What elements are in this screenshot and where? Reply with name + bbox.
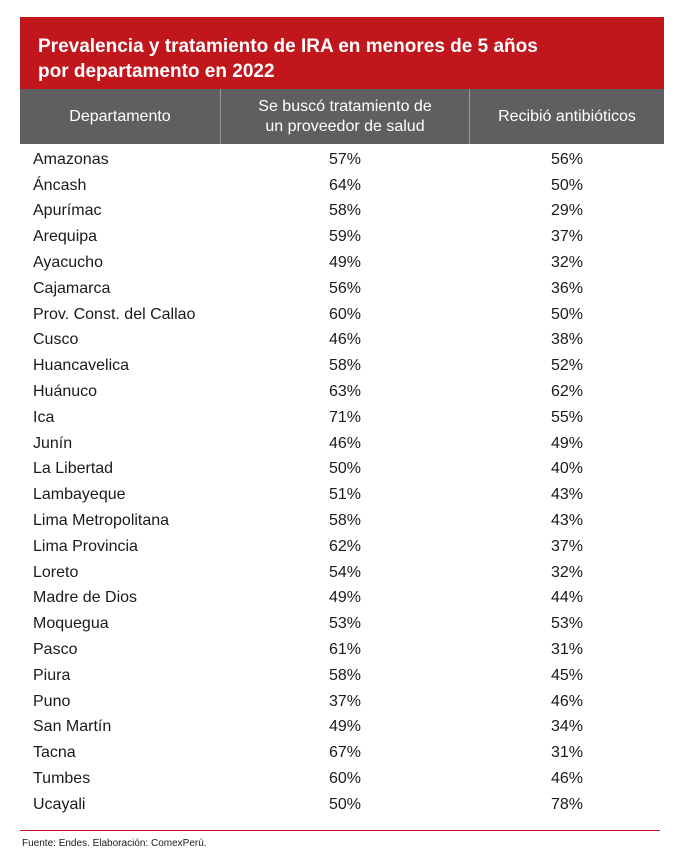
antibioticos-cell: 37% [550,228,584,246]
tratamiento-cell: 58% [328,202,362,220]
antibioticos-cell: 49% [550,434,584,452]
departamento-cell: Loreto [33,563,79,581]
tratamiento-cell: 60% [328,770,362,788]
table-row [20,637,664,663]
table-row [20,457,664,483]
table-row [20,173,664,199]
antibioticos-cell: 45% [550,666,584,684]
departamento-cell: Huancavelica [33,357,130,375]
table-row [20,663,664,689]
antibioticos-cell: 32% [550,563,584,581]
departamento-cell: Cajamarca [33,279,111,297]
departamento-cell: Puno [33,692,71,710]
departamento-cell: Ayacucho [33,254,103,272]
antibioticos-cell: 37% [550,537,584,555]
table-header [20,89,664,144]
header-antibioticos: Recibió antibióticos [498,107,636,125]
antibioticos-cell: 46% [550,770,584,788]
tratamiento-cell: 58% [328,666,362,684]
antibioticos-cell: 32% [550,254,584,272]
table-row [20,740,664,766]
table-body [20,147,664,818]
table-row [20,715,664,741]
antibioticos-cell: 31% [550,641,584,659]
departamento-cell: Tacna [33,744,76,762]
table-row [20,611,664,637]
tratamiento-cell: 59% [328,228,362,246]
antibioticos-cell: 29% [550,202,584,220]
tratamiento-cell: 50% [328,795,362,813]
tratamiento-cell: 56% [328,279,362,297]
tratamiento-cell: 61% [328,641,362,659]
table-row [20,689,664,715]
departamento-cell: Cusco [33,331,79,349]
tratamiento-cell: 37% [328,692,362,710]
tratamiento-cell: 71% [328,408,362,426]
antibioticos-cell: 31% [550,744,584,762]
tratamiento-cell: 62% [328,537,362,555]
table-row [20,276,664,302]
table-row [20,792,664,818]
title-line-2: por departamento en 2022 [38,61,275,82]
tratamiento-cell: 67% [328,744,362,762]
tratamiento-cell: 64% [328,176,362,194]
tratamiento-cell: 53% [328,615,362,633]
antibioticos-cell: 46% [550,692,584,710]
departamento-cell: Madre de Dios [33,589,138,607]
tratamiento-cell: 49% [328,718,362,736]
departamento-cell: Junín [33,434,73,452]
table-row [20,766,664,792]
antibioticos-cell: 43% [550,512,584,530]
table-row [20,586,664,612]
departamento-cell: Lima Metropolitana [33,512,170,530]
table-row [20,508,664,534]
table-row [20,328,664,354]
departamento-cell: Piura [33,666,71,684]
tratamiento-cell: 57% [328,150,362,168]
departamento-cell: Lima Provincia [33,537,138,555]
table-row [20,560,664,586]
departamento-cell: Pasco [33,641,78,659]
header-departamento: Departamento [69,107,171,125]
header-tratamiento [220,89,470,144]
tratamiento-cell: 49% [328,254,362,272]
antibioticos-cell: 44% [550,589,584,607]
table-row [20,405,664,431]
departamento-cell: San Martín [33,718,112,736]
antibioticos-cell: 62% [550,383,584,401]
antibioticos-cell: 34% [550,718,584,736]
table-row [20,199,664,225]
table-row [20,482,664,508]
departamento-cell: Prov. Const. del Callao [33,305,196,323]
tratamiento-cell: 63% [328,383,362,401]
tratamiento-cell: 49% [328,589,362,607]
tratamiento-cell: 46% [328,331,362,349]
departamento-cell: La Libertad [33,460,114,478]
departamento-cell: Áncash [33,176,87,194]
departamento-cell: Huánuco [33,383,98,401]
antibioticos-cell: 50% [550,305,584,323]
departamento-cell: Arequipa [33,228,98,246]
table-title [20,17,664,89]
antibioticos-cell: 40% [550,460,584,478]
tratamiento-cell: 60% [328,305,362,323]
table-row [20,250,664,276]
antibioticos-cell: 50% [550,176,584,194]
antibioticos-cell: 43% [550,486,584,504]
antibioticos-cell: 52% [550,357,584,375]
tratamiento-cell: 51% [328,486,362,504]
table-row [20,147,664,173]
table-row [20,431,664,457]
table-row [20,224,664,250]
antibioticos-cell: 36% [550,279,584,297]
departamento-cell: Ica [33,408,55,426]
table-row [20,534,664,560]
antibioticos-cell: 56% [550,150,584,168]
departamento-cell: Tumbes [33,770,91,788]
departamento-cell: Ucayali [33,795,86,813]
source-note: Fuente: Endes. Elaboración: ComexPerú. [22,838,207,849]
departamento-cell: Apurímac [33,202,102,220]
tratamiento-cell: 54% [328,563,362,581]
header-tratamiento-line-2: un proveedor de salud [265,117,425,135]
header-tratamiento-line-1: Se buscó tratamiento de [258,97,432,115]
tratamiento-cell: 50% [328,460,362,478]
table-row [20,302,664,328]
departamento-cell: Lambayeque [33,486,126,504]
title-line-1: Prevalencia y tratamiento de IRA en menores de 5 años [38,36,538,57]
departamento-cell: Amazonas [33,150,109,168]
tratamiento-cell: 58% [328,512,362,530]
tratamiento-cell: 58% [328,357,362,375]
departamento-cell: Moquegua [33,615,109,633]
antibioticos-cell: 78% [550,795,584,813]
footer-rule [20,830,660,831]
tratamiento-cell: 46% [328,434,362,452]
antibioticos-cell: 53% [550,615,584,633]
antibioticos-cell: 55% [550,408,584,426]
antibioticos-cell: 38% [550,331,584,349]
table-row [20,379,664,405]
table-row [20,353,664,379]
